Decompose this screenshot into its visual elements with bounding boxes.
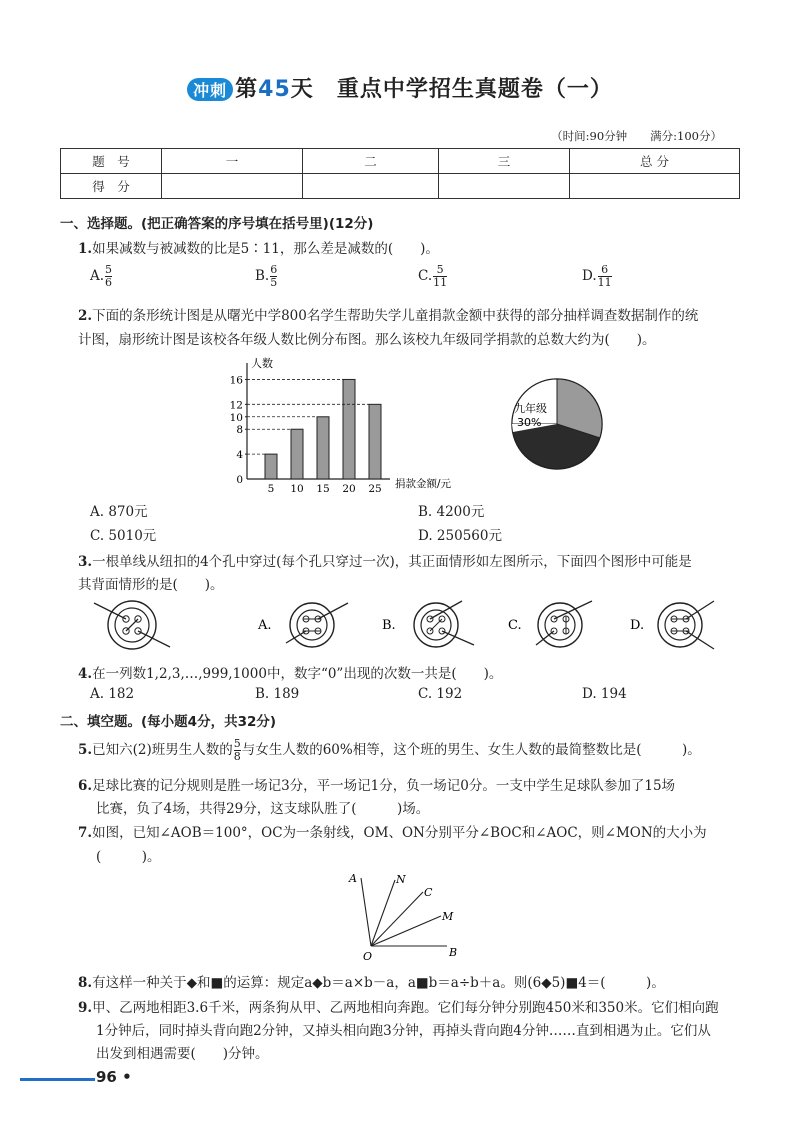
question-7-line1: 7.如图，已知∠AOB＝100°，OC为一条射线，OM、ON分别平分∠BOC和∠AOC，则∠MON的大小为 xyxy=(78,825,707,841)
x-tick-label: 10 xyxy=(290,483,304,495)
q1-option-b[interactable]: B. $\frac{6}{5}$ xyxy=(255,263,278,289)
q3-option-b-label[interactable]: B. xyxy=(382,618,396,633)
point-o-label: O xyxy=(363,950,373,963)
y-tick-label: 8 xyxy=(236,424,243,437)
q4-option-a[interactable]: A. 182 xyxy=(90,686,135,702)
q2-option-a[interactable]: A. 870元 xyxy=(90,504,148,520)
section-heading-2: 二、填空题。(每小题4分，共32分) xyxy=(60,714,277,730)
question-5: 5.已知六(2)班男生人数的 $\frac{5}{8}$ 与女生人数的60%相等，这个班的男生、女生人数的最简整数比是( )。 xyxy=(78,737,701,763)
score-table xyxy=(60,148,740,199)
pie-label-grade9: 九年级 xyxy=(514,402,547,415)
bar-5 xyxy=(265,454,277,479)
question-3-line2: 其背面情形的是( )。 xyxy=(78,577,224,593)
x-axis-label: 捐款金额/元 xyxy=(395,478,452,490)
x-tick-label: 20 xyxy=(342,483,356,495)
y-tick-label: 16 xyxy=(229,374,243,387)
q2-option-b[interactable]: B. 4200元 xyxy=(418,504,485,520)
exam-meta: （时间:90分钟 满分:100分） xyxy=(551,129,722,143)
question-4: 4.在一列数1,2,3,…,999,1000中，数字“0”出现的次数一共是( )。 xyxy=(78,666,503,682)
x-tick-label: 15 xyxy=(316,483,330,495)
q2-option-c[interactable]: C. 5010元 xyxy=(90,528,157,544)
point-c-label: C xyxy=(424,886,433,899)
page-number: 96 • xyxy=(96,1068,132,1086)
question-9-line3: 出发到相遇需要( )分钟。 xyxy=(96,1046,269,1062)
question-1: 1.如果减数与被减数的比是5∶11，那么差是减数的( )。 xyxy=(78,241,439,257)
score-cell[interactable] xyxy=(162,174,303,199)
x-tick-label: 25 xyxy=(368,483,382,495)
question-3-line1: 3.一根单线从纽扣的4个孔中穿过(每个孔只穿过一次)，其正面情形如左图所示，下面四个图形中可能是 xyxy=(78,554,692,570)
y-tick-label: 10 xyxy=(229,411,243,424)
bar-15 xyxy=(317,417,329,479)
bar-20 xyxy=(343,379,355,479)
table-row: 得 分 xyxy=(61,174,740,199)
q3-option-c-figure[interactable] xyxy=(536,601,592,647)
point-b-label: B xyxy=(449,946,458,959)
question-6-line1: 6.足球比赛的记分规则是胜一场记3分，平一场记1分，负一场记0分。一支中学生足球队参加了15场 xyxy=(78,778,676,794)
q2-option-d[interactable]: D. 250560元 xyxy=(418,528,502,544)
question-6-line2: 比赛，负了4场，共得29分，这支球队胜了( )场。 xyxy=(96,801,430,817)
angle-figure xyxy=(345,868,470,963)
q1-option-a[interactable]: A. $\frac{5}{6}$ xyxy=(90,263,113,289)
footer-rule xyxy=(20,1078,95,1081)
day-number: 45 xyxy=(258,77,291,102)
point-n-label: N xyxy=(396,873,406,886)
question-9-line2: 1分钟后，同时掉头背向跑2分钟，又掉头相向跑3分钟，再掉头背向跑4分钟……直到相遇为止。它们从 xyxy=(96,1023,711,1039)
question-9-line1: 9.甲、乙两地相距3.6千米，两条狗从甲、乙两地相向奔跑。它们每分钟分别跑450米和350米。它们相向跑 xyxy=(78,1000,719,1016)
y-axis-label: 人数 xyxy=(251,357,273,370)
question-2-line2: 计图，扇形统计图是该校各年级人数比例分布图。那么该校九年级同学捐款的总数大约为( )。 xyxy=(78,332,656,348)
pie-label-percent: 30% xyxy=(517,416,542,429)
q4-option-c[interactable]: C. 192 xyxy=(418,686,463,702)
exam-title: 重点中学招生真题卷（一） xyxy=(336,77,613,102)
y-tick-label: 4 xyxy=(236,449,243,462)
bar-25 xyxy=(369,404,381,479)
q1-option-d[interactable]: D. $\frac{6}{11}$ xyxy=(582,263,612,289)
sprint-badge: 冲刺 xyxy=(187,78,233,101)
q3-option-b-figure[interactable] xyxy=(414,601,474,647)
pie-chart xyxy=(505,372,610,477)
q4-option-b[interactable]: B. 189 xyxy=(255,686,300,702)
q3-option-d-figure[interactable] xyxy=(658,601,714,649)
score-cell[interactable] xyxy=(570,174,740,199)
q3-option-a-figure[interactable] xyxy=(286,603,348,647)
bar-10 xyxy=(291,429,303,479)
table-row: 题 号 一 二 三 总 分 xyxy=(61,149,740,174)
q3-option-d-label[interactable]: D. xyxy=(630,618,645,633)
y-tick-label: 12 xyxy=(229,399,243,412)
q3-option-a-label[interactable]: A. xyxy=(258,618,272,633)
question-7-line2: ( )。 xyxy=(96,849,161,865)
button-figures xyxy=(90,595,720,655)
score-cell[interactable] xyxy=(439,174,570,199)
q4-option-d[interactable]: D. 194 xyxy=(582,686,627,702)
y-tick-label: 0 xyxy=(236,474,243,486)
point-m-label: M xyxy=(442,910,454,923)
button-front-figure xyxy=(94,601,170,649)
score-cell[interactable] xyxy=(303,174,439,199)
bar-chart xyxy=(225,355,475,495)
point-a-label: A xyxy=(349,872,357,885)
question-8: 8.有这样一种关于◆和■的运算：规定a◆b＝a×b－a，a■b＝a÷b＋a。则(6◆5)■4＝( )。 xyxy=(78,975,665,991)
q1-option-c[interactable]: C. $\frac{5}{11}$ xyxy=(418,263,448,289)
section-heading-1: 一、选择题。(把正确答案的序号填在括号里)(12分) xyxy=(60,216,374,232)
page-title: 冲刺 第45天 重点中学招生真题卷（一） xyxy=(0,72,800,103)
question-2-line1: 2.下面的条形统计图是从曙光中学800名学生帮助失学儿童捐款金额中获得的部分抽样调查数据制作的统 xyxy=(78,308,699,324)
q3-option-c-label[interactable]: C. xyxy=(508,618,522,633)
x-tick-label: 5 xyxy=(267,483,275,495)
